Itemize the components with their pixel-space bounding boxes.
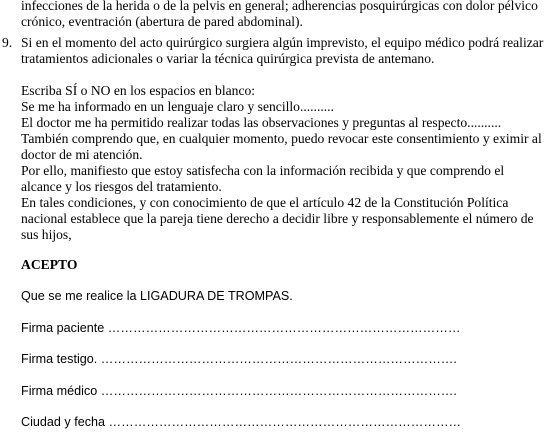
statement-line: sus hijos, — [21, 227, 72, 242]
statement-line: alcance y los riesgos del tratamiento. — [21, 179, 222, 194]
list-item-9-line-2: tratamientos adicionales o variar la técnica quirúrgica prevista de antemano. — [21, 51, 435, 66]
signature-line-patient: Firma paciente ………………………………………………………………………… — [21, 321, 461, 335]
statement-line: También comprendo que, en cualquier momento, puedo revocar este consentimiento y eximir al — [21, 131, 542, 146]
signature-line-city-date: Ciudad y fecha ………………………………………………………………………… — [21, 415, 462, 429]
statement-line: Por ello, manifiesto que estoy satisfecha con la información recibida y que comprendo el — [21, 163, 505, 178]
list-item-continued-line-2: crónico, eventración (abertura de pared abdominal). — [21, 14, 303, 29]
statement-line: El doctor me ha permitido realizar todas las observaciones y preguntas al respecto.......... — [21, 115, 502, 130]
instructions: Escriba SÍ o NO en los espacios en blanco: — [21, 83, 256, 98]
statement-line: nacional establece que la pareja tiene derecho a decidir libre y responsablemente el número de — [21, 211, 534, 226]
list-item-continued-line-1: infecciones de la herida o de la pelvis en general; adherencias posquirúrgicas con dolor pélvico — [21, 0, 538, 13]
list-item-number: 9. — [2, 35, 13, 50]
signature-line-witness: Firma testigo. …………………………………………………………………………. — [21, 352, 457, 366]
statement-line: Se me ha informado en un lenguaje claro y sencillo.......... — [21, 99, 334, 114]
list-item-9-line-1: Si en el momento del acto quirúrgico surgiera algún imprevisto, el equipo médico podrá realizar — [21, 35, 544, 50]
statement-line: doctor de mi atención. — [21, 147, 143, 162]
procedure-line: Que se me realice la LIGADURA DE TROMPAS. — [21, 289, 293, 303]
accept-heading: ACEPTO — [21, 257, 78, 272]
signature-line-doctor: Firma médico …………………………………………………………………………. — [21, 384, 457, 398]
statement-line: En tales condiciones, y con conocimiento de que el artículo 42 de la Constitución Política — [21, 195, 509, 210]
